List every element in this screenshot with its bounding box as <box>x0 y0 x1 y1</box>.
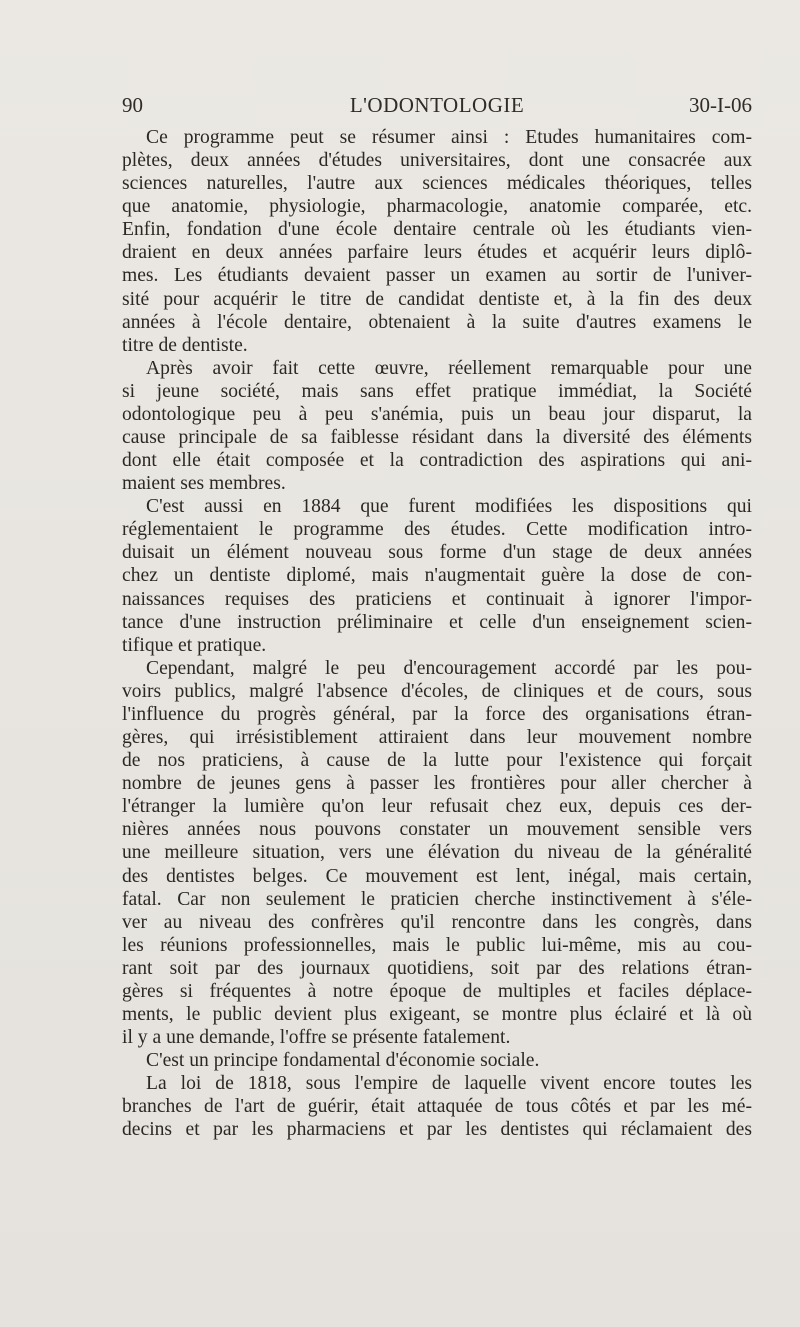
paragraph <box>122 1072 752 1141</box>
text-line: voirs publics, malgré l'absence d'écoles, de cliniques et de cours, sous <box>122 680 752 702</box>
text-line: sité pour acquérir le titre de candidat dentiste et, à la fin des deux <box>122 288 752 310</box>
text-line: ver au niveau des confrères qu'il rencontre dans les congrès, dans <box>122 911 752 933</box>
text-line: mes. Les étudiants devaient passer un examen au sortir de l'univer- <box>122 265 752 287</box>
text-line: nières années nous pouvons constater un mouvement sensible vers <box>122 819 752 841</box>
text-line: gères, qui irrésistiblement attiraient dans leur mouvement nombre <box>122 727 752 749</box>
text-line: fatal. Car non seulement le praticien cherche instinctivement à s'éle- <box>122 888 752 910</box>
text-line: draient en deux années parfaire leurs études et acquérir leurs diplô- <box>122 242 752 264</box>
text-line: C'est aussi en 1884 que furent modifiées les dispositions qui <box>146 496 752 518</box>
text-line: cause principale de sa faiblesse résidant dans la diversité des éléments <box>122 427 752 449</box>
text-line: que anatomie, physiologie, pharmacologie, anatomie comparée, etc. <box>122 196 752 218</box>
text-line: gères si fréquentes à notre époque de multiples et faciles déplace- <box>122 980 752 1002</box>
running-header <box>122 93 752 121</box>
text-line: Cependant, malgré le peu d'encouragement accordé par les pou- <box>146 657 752 679</box>
text-line: années à l'école dentaire, obtenaient à la suite d'autres examens le <box>122 311 752 333</box>
text-line: l'influence du progrès général, par la force des organisations étran- <box>122 703 752 725</box>
text-line: duisait un élément nouveau sous forme d'un stage de deux années <box>122 542 752 564</box>
text-line: réglementaient le programme des études. Cette modification intro- <box>122 519 752 541</box>
text-line: Enfin, fondation d'une école dentaire centrale où les étudiants vien- <box>122 219 752 241</box>
paragraph <box>122 1049 752 1072</box>
text-line: maient ses membres. <box>122 473 286 495</box>
text-line: Après avoir fait cette œuvre, réellement remarquable pour une <box>146 357 752 379</box>
paragraph <box>122 495 752 657</box>
paragraph <box>122 657 752 1049</box>
page-number: 90 <box>122 93 143 117</box>
text-line: odontologique peu à peu s'anémia, puis un beau jour disparut, la <box>122 403 752 425</box>
text-line: ments, le public devient plus exigeant, se montre plus éclairé et là où <box>122 1003 752 1025</box>
text-line: des dentistes belges. Ce mouvement est lent, inégal, mais certain, <box>122 865 752 887</box>
text-line: nombre de jeunes gens à passer les frontières pour aller chercher à <box>122 773 752 795</box>
text-line: il y a une demande, l'offre se présente fatalement. <box>122 1027 511 1049</box>
text-line: l'étranger la lumière qu'on leur refusait chez eux, depuis ces der- <box>122 796 752 818</box>
text-line: les réunions professionnelles, mais le public lui-même, mis au cou- <box>122 934 752 956</box>
text-line: branches de l'art de guérir, était attaquée de tous côtés et par les mé- <box>122 1096 752 1118</box>
text-line: naissances requises des praticiens et continuait à ignorer l'impor- <box>122 588 752 610</box>
paragraph <box>122 126 752 357</box>
text-line: si jeune société, mais sans effet pratique immédiat, la Société <box>122 380 752 402</box>
issue-date: 30-I-06 <box>689 93 752 117</box>
journal-title: L'ODONTOLOGIE <box>349 93 525 117</box>
text-line: tifique et pratique. <box>122 634 267 656</box>
text-line: tance d'une instruction préliminaire et celle d'un enseignement scien- <box>122 611 752 633</box>
text-line: chez un dentiste diplomé, mais n'augmentait guère la dose de con- <box>122 565 752 587</box>
text-line: La loi de 1818, sous l'empire de laquelle vivent encore toutes les <box>146 1073 752 1095</box>
text-line: titre de dentiste. <box>122 334 248 356</box>
paragraph <box>122 357 752 495</box>
text-line: de nos praticiens, à cause de la lutte pour l'existence qui forçait <box>122 750 752 772</box>
text-line: Ce programme peut se résumer ainsi : Etudes humanitaires com- <box>146 127 752 148</box>
text-line: decins et par les pharmaciens et par les dentistes qui réclamaient des <box>122 1119 752 1141</box>
article-body <box>122 126 752 1141</box>
text-line: une meilleure situation, vers une élévation du niveau de la généralité <box>122 842 752 864</box>
text-line: rant soit par des journaux quotidiens, soit par des relations étran- <box>122 957 752 979</box>
text-line: plètes, deux années d'études universitaires, dont une consacrée aux <box>122 150 752 172</box>
text-line: sciences naturelles, l'autre aux sciences médicales théoriques, telles <box>122 173 752 195</box>
text-line: dont elle était composée et la contradiction des aspirations qui ani- <box>122 450 752 472</box>
text-line: C'est un principe fondamental d'économie sociale. <box>146 1050 540 1072</box>
